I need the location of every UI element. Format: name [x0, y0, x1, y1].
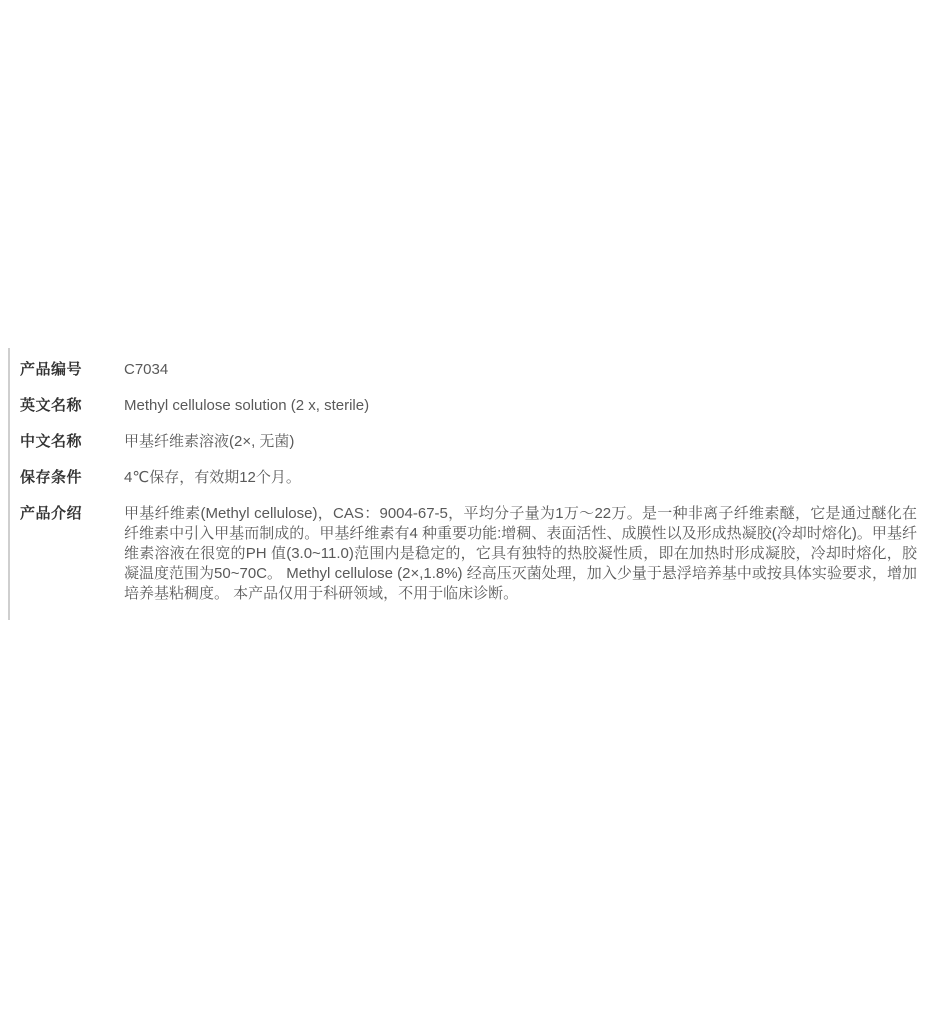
product-row-storage	[20, 460, 917, 496]
field-label-storage: 保存条件	[20, 469, 83, 486]
field-label-english-name: 英文名称	[20, 397, 83, 414]
field-label-product-number: 产品编号	[20, 361, 83, 378]
product-description: 甲基纤维素(Methyl cellulose)，CAS：9004-67-5，平均分子量为1万～22万。是一种非离子纤维素醚，它是通过醚化在纤维素中引入甲基而制成的。甲基纤维素有4 种重要功能:增稠、表面活性、成膜性以及形成热凝胶(冷却时熔化)。甲基纤维素溶液在很宽的PH 值(3.0~11.0)范围内是稳定的，它具有独特的热胶凝性质，即在加热时形成凝胶，冷却时熔化，胶凝温度范围为50~70C。 Methyl cellulose (2×,1.8%) 经高压灭菌处理，加入少量于悬浮培养基中或按具体实验要求，增加培养基粘稠度。 本产品仅用于科研领域，不用于临床诊断。	[124, 505, 917, 602]
product-row-description	[20, 496, 917, 612]
product-row-english-name	[20, 388, 917, 424]
field-value-product-number: C7034	[124, 361, 169, 378]
product-info-table	[8, 348, 917, 620]
field-label-chinese-name: 中文名称	[20, 433, 83, 450]
field-value-storage: 4℃保存，有效期12个月。	[124, 469, 301, 486]
field-value-english-name: Methyl cellulose solution (2 x, sterile)	[124, 397, 370, 414]
product-row-number	[20, 352, 917, 388]
product-row-chinese-name	[20, 424, 917, 460]
field-label-description: 产品介绍	[20, 505, 83, 522]
field-value-chinese-name: 甲基纤维素溶液(2×, 无菌)	[124, 433, 295, 450]
